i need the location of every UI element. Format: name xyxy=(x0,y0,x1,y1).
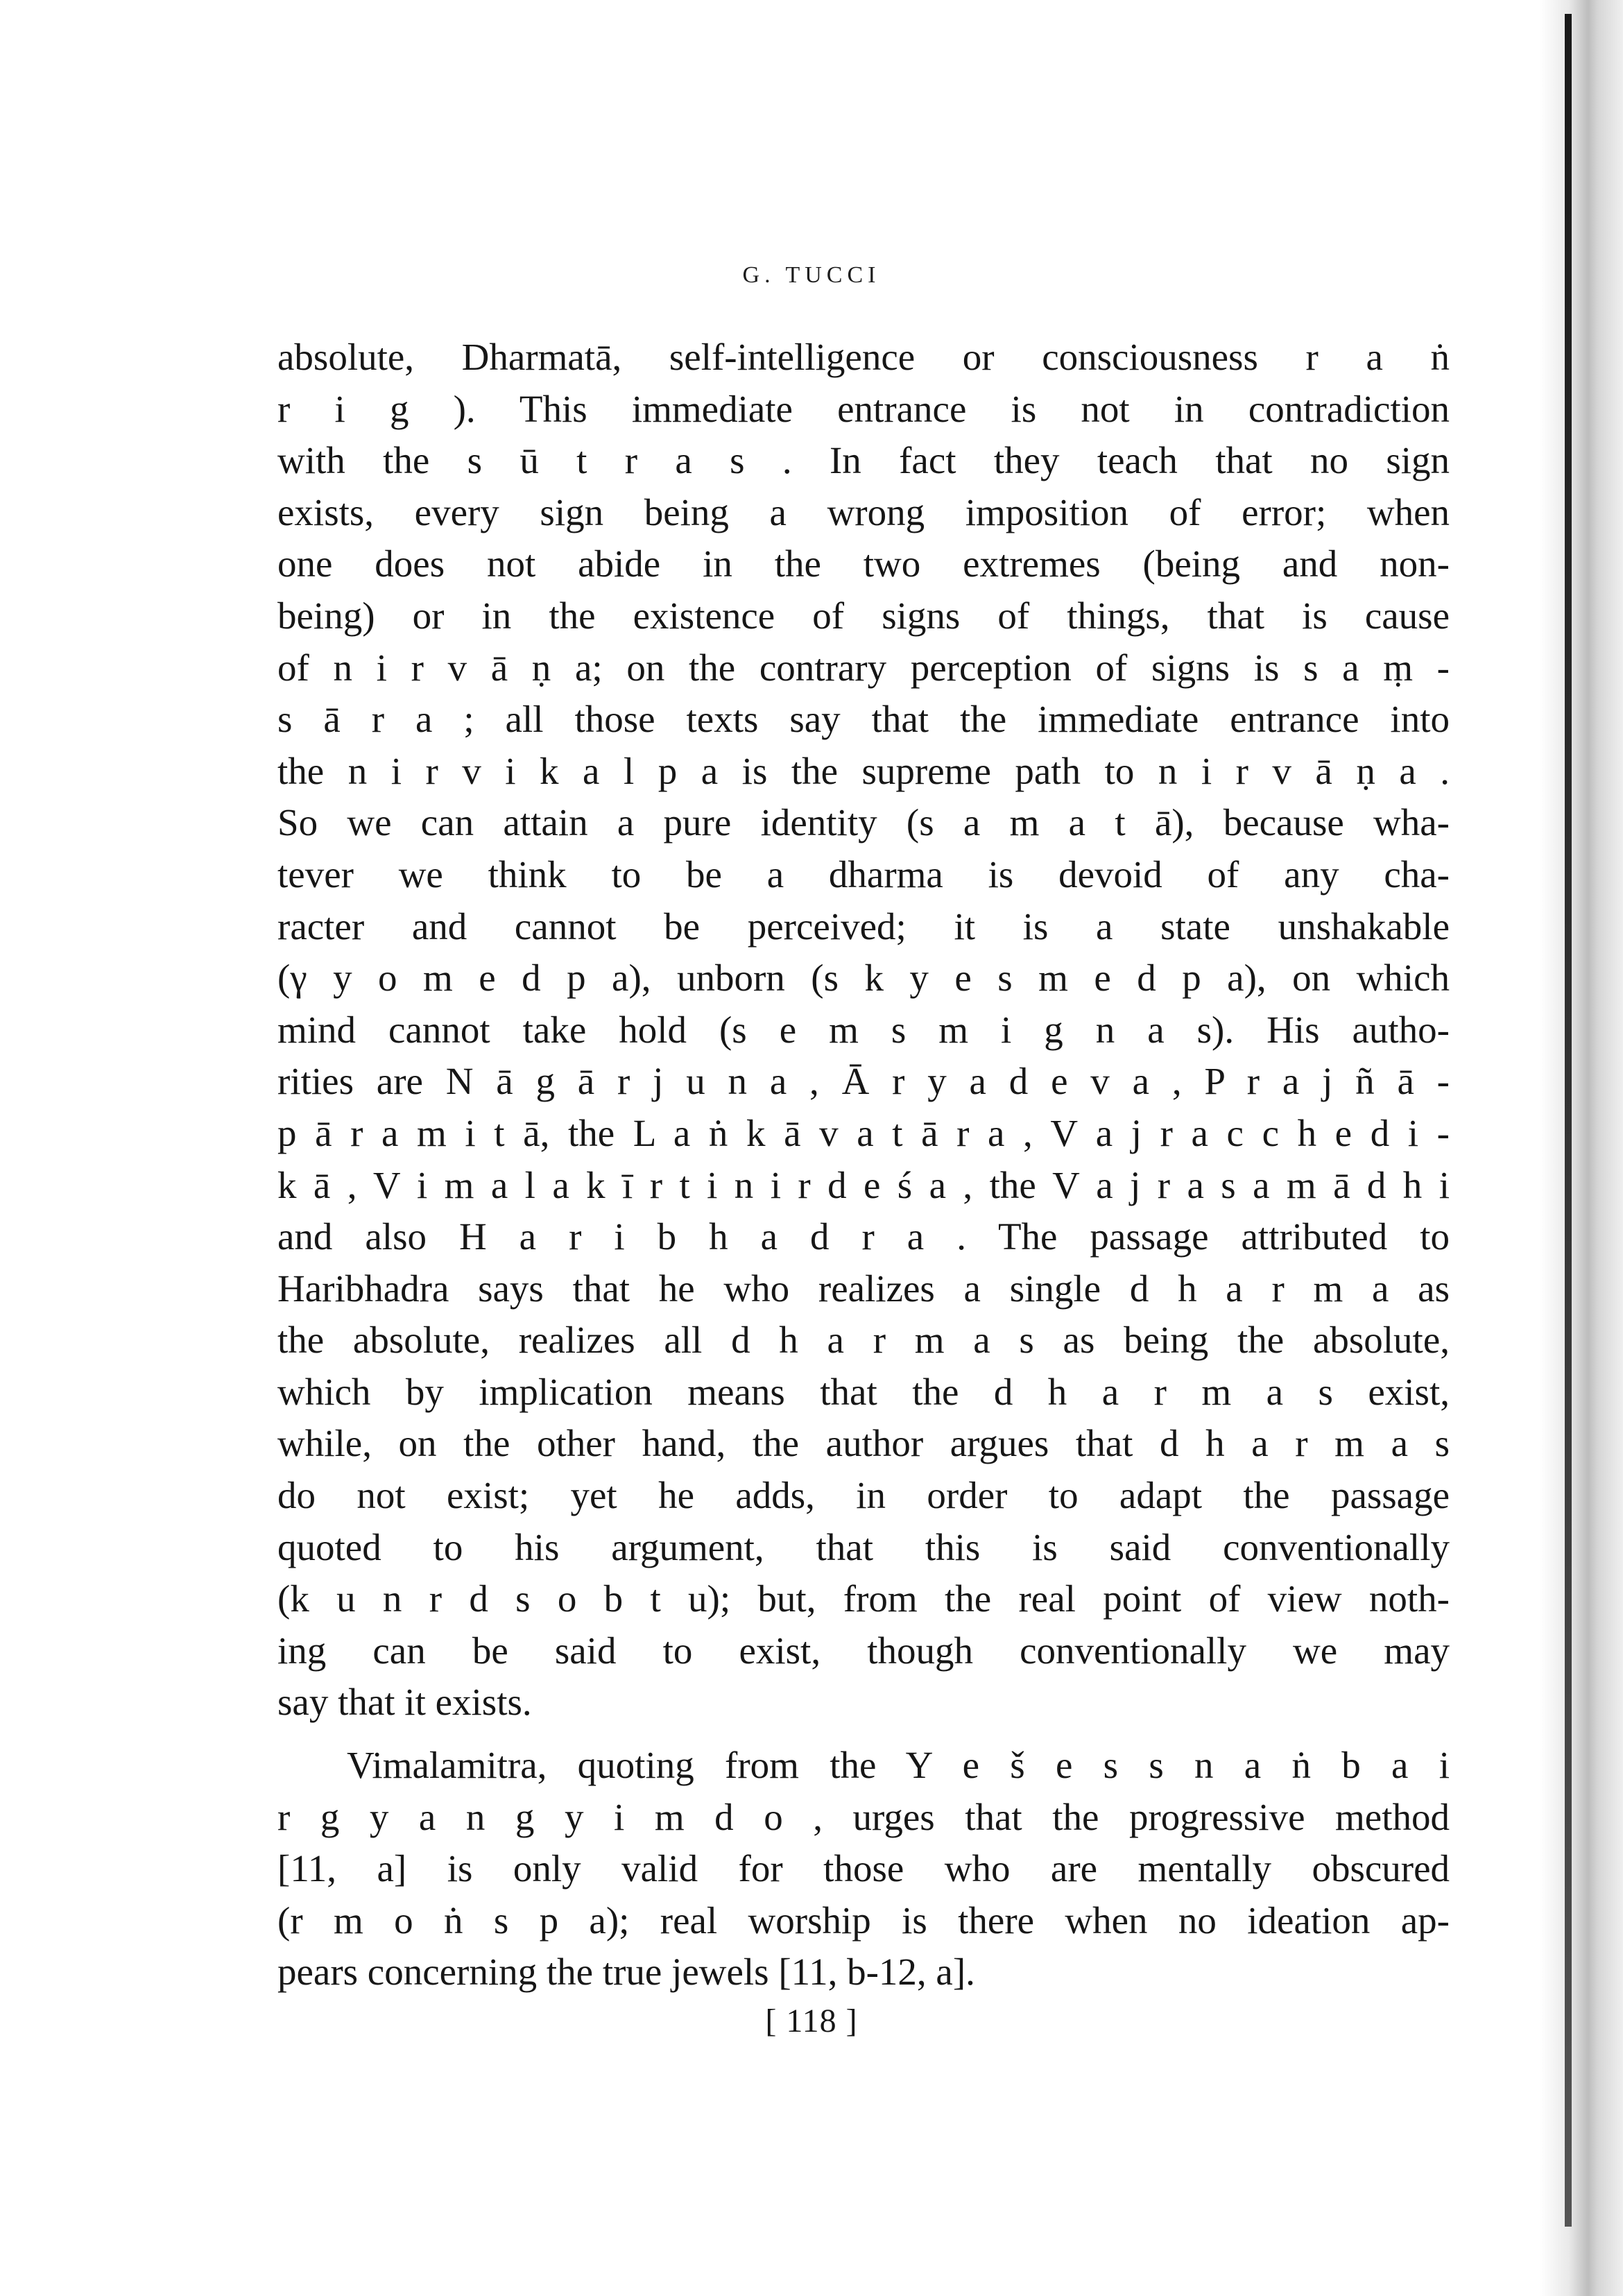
text-line: Haribhadra says that he who realizes a single d h a r m a as xyxy=(277,1267,1450,1310)
text-line: (γ y o m e d p a), unborn (s k y e s m e d p a), on which xyxy=(277,957,1450,1000)
text-line: (k u n r d s o b t u); but, from the real point of view noth- xyxy=(277,1577,1450,1620)
paragraph-1 xyxy=(277,332,1450,1729)
text-line: pears concerning the true jewels [11, b-12, a]. xyxy=(277,1951,975,1994)
text-line: r i g ). This immediate entrance is not in contradiction xyxy=(277,387,1450,430)
text-line: being) or in the existence of signs of things, that is cause xyxy=(277,594,1450,637)
text-line: racter and cannot be perceived; it is a state unshakable xyxy=(277,905,1450,948)
text-line: the absolute, realizes all d h a r m a s as being the absolute, xyxy=(277,1319,1450,1362)
text-line: exists, every sign being a wrong imposition of error; when xyxy=(277,490,1450,533)
text-line: Vimalamitra, quoting from the Y e š e s s n a ṅ b a i xyxy=(347,1744,1450,1787)
text-line: mind cannot take hold (s e m s m i g n a s). His autho- xyxy=(277,1008,1450,1051)
text-line: [11, a] is only valid for those who are mentally obscured xyxy=(277,1847,1450,1890)
text-line: absolute, Dharmatā, self-intelligence or consciousness r a ṅ xyxy=(277,336,1450,378)
text-line: one does not abide in the two extremes (being and non- xyxy=(277,542,1450,585)
body-text xyxy=(277,332,1450,1998)
text-line: the n i r v i k a l p a is the supreme path to n i r v ā ṇ a . xyxy=(277,749,1450,792)
text-line: ing can be said to exist, though conventionally we may xyxy=(277,1629,1450,1672)
text-line: (r m o ṅ s p a); real worship is there when no ideation ap- xyxy=(277,1899,1450,1942)
binding-edge-line xyxy=(1565,14,1572,2227)
text-line: rities are N ā g ā r j u n a , Ā r y a d e v a , P r a j ñ ā - xyxy=(277,1060,1450,1103)
text-line: and also H a r i b h a d r a . The passage attributed to xyxy=(277,1215,1450,1258)
text-line: r g y a n g y i m d o , urges that the progressive method xyxy=(277,1795,1450,1838)
text-line: while, on the other hand, the author argues that d h a r m a s xyxy=(277,1422,1450,1465)
text-line: say that it exists. xyxy=(277,1681,532,1724)
page-number: [ 118 ] xyxy=(765,2003,858,2039)
text-line: which by implication means that the d h a r m a s exist, xyxy=(277,1370,1450,1413)
running-head: G. TUCCI xyxy=(742,262,881,288)
paragraph-gap xyxy=(277,1729,1450,1740)
text-line: So we can attain a pure identity (s a m a t ā), because wha- xyxy=(277,801,1450,844)
text-line: do not exist; yet he adds, in order to adapt the passage xyxy=(277,1474,1450,1517)
text-line: p ā r a m i t ā, the L a ṅ k ā v a t ā r a , V a j r a c c h e d i - xyxy=(277,1111,1450,1154)
text-line: quoted to his argument, that this is said conventionally xyxy=(277,1525,1450,1568)
book-binding-shadow xyxy=(1540,0,1623,2296)
text-line: k ā , V i m a l a k ī r t i n i r d e ś a , the V a j r a s a m ā d h i xyxy=(277,1163,1450,1206)
text-line: s ā r a ; all those texts say that the immediate entrance into xyxy=(277,698,1450,741)
text-line: tever we think to be a dharma is devoid of any cha- xyxy=(277,853,1450,896)
text-line: with the s ū t r a s . In fact they teach that no sign xyxy=(277,439,1450,482)
text-line: of n i r v ā ṇ a; on the contrary perception of signs is s a ṃ - xyxy=(277,646,1450,689)
paragraph-2 xyxy=(277,1740,1450,1998)
